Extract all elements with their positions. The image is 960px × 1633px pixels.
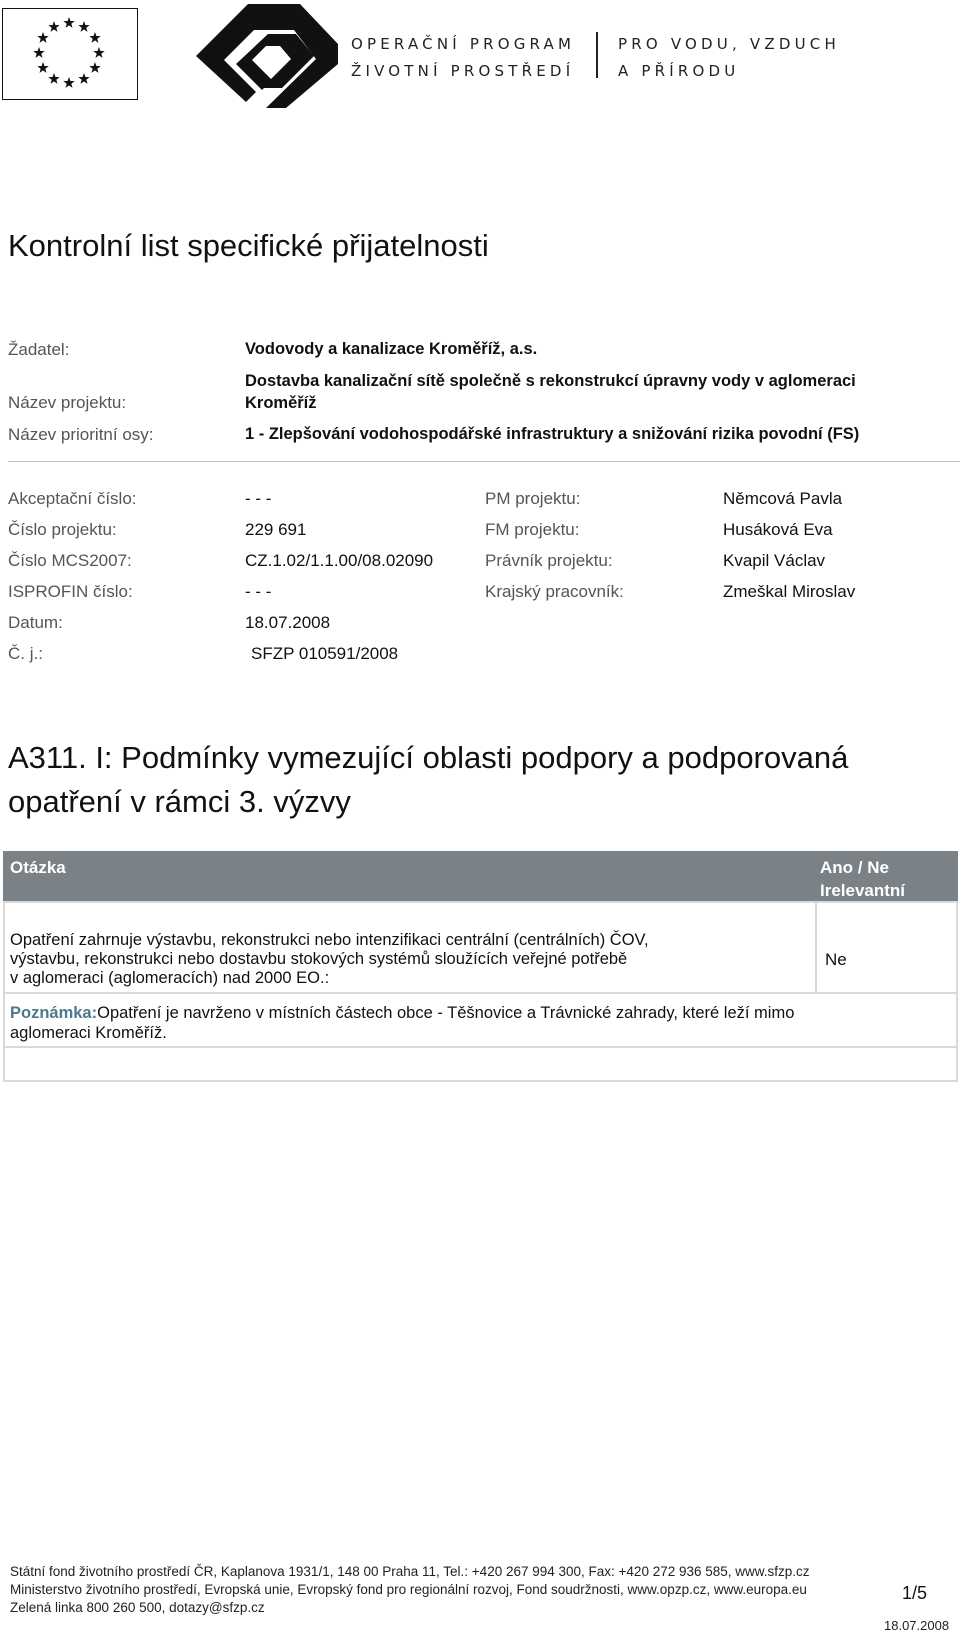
table-header (3, 851, 958, 901)
fm-value: Husáková Eva (723, 520, 833, 539)
note-text-line2: aglomeraci Kroměříž. (10, 1024, 167, 1042)
pm-value: Němcová Pavla (723, 489, 843, 508)
note-text-line1: Opatření je navrženo v místních částech obce - Těšnovice a Trávnické zahrady, které leží mimo (97, 1004, 795, 1022)
answer-value: Ne (825, 950, 847, 969)
priority-axis-value: 1 - Zlepšování vodohospodářské infrastruktury a snižování rizika povodní (FS) (245, 425, 860, 443)
op-zivotni-prostredi-logo (196, 4, 338, 108)
eu-star-icon (63, 77, 74, 88)
lawyer-value: Kvapil Václav (723, 551, 826, 570)
question-text-line1: Opatření zahrnuje výstavbu, rekonstrukci nebo intenzifikaci centrální (centrálních) ČOV, (10, 931, 649, 949)
project-number-label: Číslo projektu: (8, 520, 117, 539)
project-name-label: Název projektu: (8, 393, 127, 412)
acceptance-number-value: - - - (245, 489, 272, 508)
op-program-name-left-2: ŽIVOTNÍ PROSTŘEDÍ (351, 62, 575, 80)
applicant-value: Vodovody a kanalizace Kroměříž, a.s. (245, 340, 538, 358)
eu-star-icon (63, 17, 74, 28)
lawyer-label: Právník projektu: (485, 551, 613, 570)
footer-line3: Zelená linka 800 260 500, dotazy@sfzp.cz (10, 1600, 265, 1615)
eu-star-icon (37, 32, 48, 43)
eu-star-icon (37, 62, 48, 73)
reference-number-value: SFZP 010591/2008 (251, 644, 399, 663)
priority-axis-label: Název prioritní osy: (8, 425, 154, 444)
eu-star-icon (33, 47, 44, 58)
header-divider (596, 32, 598, 78)
eu-star-icon (48, 73, 59, 84)
column-header-answer-line1: Ano / Ne (820, 858, 889, 877)
section-title: A311. I: Podmínky vymezující oblasti podpory a podporovaná opatření v rámci 3. výzvy (8, 740, 849, 819)
project-name-value-line2: Kroměříž (245, 394, 317, 412)
eu-stars-icon (3, 9, 136, 98)
footer (10, 1563, 810, 1617)
divider (8, 461, 960, 462)
date-label: Datum: (8, 613, 63, 632)
eu-star-icon (89, 62, 100, 73)
answer-cell (815, 901, 958, 994)
reference-number-label: Č. j.: (8, 644, 43, 663)
eu-flag-logo (2, 8, 138, 100)
project-number-value: 229 691 (245, 520, 307, 539)
op-program-name-left-1: OPERAČNÍ PROGRAM (351, 35, 576, 53)
question-text-line2: výstavbu, rekonstrukci nebo dostavbu stokových systémů sloužících veřejné potřebě (10, 950, 628, 968)
op-program-name-right-2: A PŘÍRODU (618, 62, 740, 80)
question-text-line3: v aglomeraci (aglomeracích) nad 2000 EO.: (10, 969, 330, 987)
isprofin-number-label: ISPROFIN číslo: (8, 582, 133, 601)
footer-line1: Státní fond životního prostředí ČR, Kaplanova 1931/1, 148 00 Praha 11, Tel.: +420 267 994 300, Fax: +420 272 936 585, www.sfzp.cz (10, 1564, 810, 1579)
mcs-number-label: Číslo MCS2007: (8, 551, 132, 570)
project-name-value-line1: Dostavba kanalizační sítě společně s rekonstrukcí úpravny vody v aglomeraci (245, 372, 856, 390)
date-value: 18.07.2008 (245, 613, 331, 632)
isprofin-number-value: - - - (245, 582, 272, 601)
column-header-answer-line2: Irelevantní (820, 881, 906, 900)
footer-date: 18.07.2008 (884, 1618, 950, 1633)
eu-star-icon (78, 21, 89, 32)
eu-star-icon (89, 32, 100, 43)
regional-worker-label: Krajský pracovník: (485, 582, 624, 601)
eu-star-icon (48, 21, 59, 32)
eu-star-icon (93, 47, 104, 58)
mcs-number-value: CZ.1.02/1.1.00/08.02090 (245, 551, 434, 570)
acceptance-number-label: Akceptační číslo: (8, 489, 137, 508)
op-program-name-right-1: PRO VODU, VZDUCH (618, 35, 840, 53)
note-label: Poznámka: (10, 1004, 98, 1022)
empty-row (3, 1046, 958, 1082)
fm-label: FM projektu: (485, 520, 580, 539)
column-header-question: Otázka (10, 858, 66, 877)
document-title: Kontrolní list specifické přijatelnosti (8, 228, 489, 263)
regional-worker-value: Zmeškal Miroslav (723, 582, 856, 601)
pm-label: PM projektu: (485, 489, 581, 508)
footer-line2: Ministerstvo životního prostředí, Evropská unie, Evropský fond pro regionální rozvoj, Fond soudržnosti, www.opzp.cz, www.europa.eu (10, 1582, 807, 1597)
page-number: 1/5 (902, 1583, 928, 1603)
applicant-label: Žadatel: (8, 340, 70, 359)
note-line1-wrapper (10, 1004, 794, 1023)
eu-star-icon (78, 73, 89, 84)
